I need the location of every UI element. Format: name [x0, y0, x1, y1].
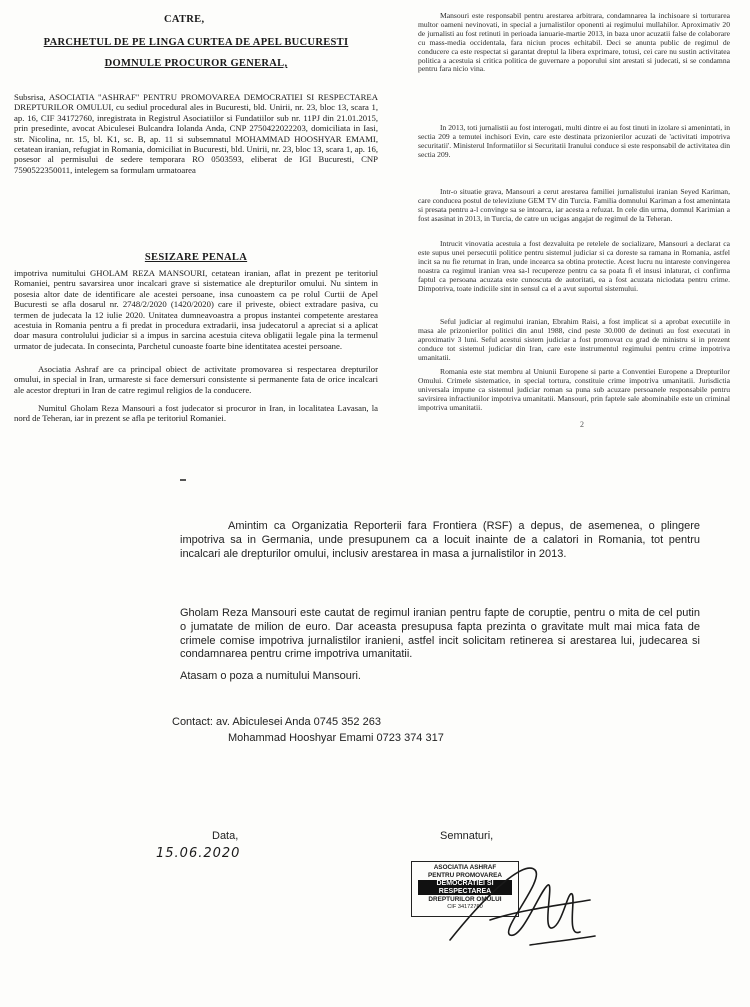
intro-paragraph: Subsrisa, ASOCIATIA "ASHRAF" PENTRU PROMOVAREA DEMOCRATIEI SI RESPECTAREA DREPTURILOR OMULUI, cu sediul procedural ales in Bucuresti, bld. Unirii, nr. 23, bloc 13, scara 1, ap. 16, CIF 34172760, inregistrata in Registrul Asociatiilor si Fundatiilor sub nr. 11PJ din 21.01.2015, prin presedinte, avocat Abiculesei Bulcandra Iolanda Anda, CNP 2750422022203, domiciliata in Iasi, str. Nicolina, nr. 15, bl. K1, sc. B, ap. 11 si subsemnatul MOHAMMAD HOOSHYAR EMAMI, cetatean iranian, refugiat in Romania, domiciliat in Bucuresti, bld. Unirii, nr. 23, bloc 13, scara 1, ap. 16, posesor al permisului de sedere temporara RO 0503593, eliberat de IGI Bucuresti, CNP 7590522350011, intelegem sa formulam urmatoarea — [14, 92, 378, 175]
stamp-line-2: PENTRU PROMOVAREA — [427, 871, 503, 879]
contact-line-2: Mohammad Hooshyar Emami 0723 374 317 — [228, 732, 444, 744]
signatures-label: Semnaturi, — [440, 830, 494, 842]
addressee: CATRE, — [164, 14, 205, 25]
section-title: SESIZARE PENALA — [144, 252, 248, 263]
stamp-line-4: DREPTURILOR OMULUI — [428, 896, 502, 904]
right-paragraph-4: Intrucit vinovatia acestuia a fost dezvaluita pe retelele de socializare, Mansouri a declarat ca este supus unei persecutii politice pentru sistemul judiciar si ca doreste sa ramana in Romania, astfel incit sa nu fie returnat in Iran, unde incearca sa obtina protectie. Acest lucru nu intareste convingerea noastra ca regimul iranian vrea sa-l recupereze pentru ca sa poata fi el insusi inlaturat, ci confirma faptul ca persoana acuzata este cunoscuta de autoritati, ea a fost acuzata niciodata pentru crime. Dimpotriva, toate indiciile sint in sensul ca el a avut suportul sistemului. — [418, 239, 730, 293]
date-value: 15.06.2020 — [156, 846, 241, 861]
date-label: Data, — [212, 830, 239, 842]
stamp-line-3: DEMOCRATIEI SI RESPECTAREA — [418, 880, 512, 895]
right-paragraph-1: Mansouri este responsabil pentru arestarea arbitrara, condamnarea la inchisoare si torturarea multor oameni nevinovati, in special a jurnalistilor oponenti ai regimului mullahilor. Aproximativ 20 de jurnalisti au fost retinuti in perioada ianuarie-martie 2013, in baza unor acuzatii false de colaborare cu mass-media occidentala, fara niciun proces echitabil. Deci se anunta public de regimul de conducere ca este respectat si garantat dreptul la libera exprimare, totusi, cei care nu sustin activitatea politica a acestuia si critica politica de guvernare a poporului sint arestati si judecati, si se condamna pentru fara nicio vina. — [418, 11, 730, 74]
right-paragraph-6: Romania este stat membru al Uniunii Europene si parte a Conventiei Europene a Drepturilor Omului. Crimele sistematice, in special tortura, constituie crime impotriva umanitatii. Jurisdictia universala impune ca sistemul judiciar roman sa puna sub acuzare persoanele responsabile pentru savirsirea infractiunilor impotriva umanitatii. Mansouri, prin faptele sale abominabile este un criminal impotriva umanitatii. — [418, 367, 730, 412]
right-paragraph-2: In 2013, toti jurnalistii au fost interogati, multi dintre ei au fost tinuti in izolare si amenintati, in sectia 209 a temutei inchisori Evin, care este destinata prizonierilor acuzati de 'activitati impotriva securitatii'. Ministerul Informatiilor si Securitatii Iranului conduce si este responsabil de activitatea din sectia 209. — [418, 123, 730, 159]
left-paragraph-1: impotriva numitului GHOLAM REZA MANSOURI, cetatean iranian, aflat in prezent pe teritoriul Romaniei, pentru savarsirea unor incalcari grave si sistematice ale drepturilor omului. Nu sintem in posesia altor date de identificare ale acestei persoane, insa cunoastem ca pe rolul Curtii de Apel Bucuresti se afla dosarul nr. 2748/2/2020 (1420/2020) care il priveste, obiect extradare pasiva, cu termen de judecata la 12 iulie 2020. Unitatea dumneavoastra a propus instantei competente arestarea acestuia in Romania pentru a fi predat in procedura extradarii, insa judecatorul a apreciat si a aplicat doar masura controlului judiciar si a impus in sarcina acestuia citeva obligatii legale pina la termenul urmator de judecata. In consecinta, Parchetul cunoaste foarte bine identitatea acestei persoane. — [14, 268, 378, 351]
page-marker: 2 — [580, 420, 584, 429]
left-paragraph-2: Asociatia Ashraf are ca principal obiect de activitate promovarea si respectarea drepturilor omului, in special in Iran, urmareste si face demersuri consistente si permanente fata de orice incalcari ale acestor drepturi in Iran de catre regimul religios de la conducere. — [14, 364, 378, 395]
bottom-paragraph-2: Gholam Reza Mansouri este cautat de regimul iranian pentru fapte de coruptie, pentru o mita de cel putin o jumatate de milion de euro. Dar aceasta presupusa fapta prezinta o gravitate mult mai mica fata de crimele comise impotriva jurnalistilor iranieni, astfel incit solicitam retinerea si arestarea lui, judecarea si condamnarea pentru crime impotriva umanitatii. — [180, 607, 700, 661]
right-paragraph-5: Seful judiciar al regimului iranian, Ebrahim Raisi, a fost implicat si a aprobat executiile in masa ale prizonierilor politici din anul 1988, cind peste 30.000 de detinuti au fost executati in aproximativ 3 luni. Seful acestui sistem judiciar a fost promovat cu grad de ministru si in prezent conduce tot sistemul judiciar din Iran, care este instrumentul regimului pentru crime impotriva umanitatii. — [418, 317, 730, 362]
handwritten-signature — [430, 850, 600, 960]
right-paragraph-3: Intr-o situatie grava, Mansouri a cerut arestarea familiei jurnalistului iranian Seyed Kariman, care conducea postul de televiziune GEM TV din Turcia. Familia domnului Kariman a fost amenintata si presata pentru a-l convinge sa se intoarca, iar acesta a refuzat. In cele din urma, domnul Karimian a fost asasinat in 2013, in Turcia, de catre un ucigas angajat de regimul de la Teheran. — [418, 187, 730, 223]
separator-mark — [180, 479, 186, 481]
left-column — [14, 14, 378, 69]
bottom-paragraph-3: Atasam o poza a numitului Mansouri. — [180, 670, 361, 682]
stamp-line-1: ASOCIATIA ASHRAF — [433, 864, 497, 871]
contact-line-1: Contact: av. Abiculesei Anda 0745 352 263 — [172, 716, 381, 728]
court-heading: PARCHETUL DE PE LINGA CURTEA DE APEL BUCURESTI — [43, 37, 349, 48]
stamp-cif: CIF 34172760 — [447, 903, 483, 910]
bottom-paragraph-1: Amintim ca Organizatia Reporterii fara Frontiera (RSF) a depus, de asemenea, o plingere impotriva sa in Germania, unde presupunem ca a locuit inainte de a calatori in Romania, tot pentru incalcari ale drepturilor omului, inclusiv arestarea in masa a jurnalistilor in 2013. — [180, 520, 700, 560]
left-paragraph-3: Numitul Gholam Reza Mansouri a fost judecator si procuror in Iran, in localitatea Lavasan, la nord de Teheran, iar in prezent se afla pe teritoriul Romaniei. — [14, 403, 378, 424]
official-heading: DOMNULE PROCUROR GENERAL, — [104, 58, 288, 69]
